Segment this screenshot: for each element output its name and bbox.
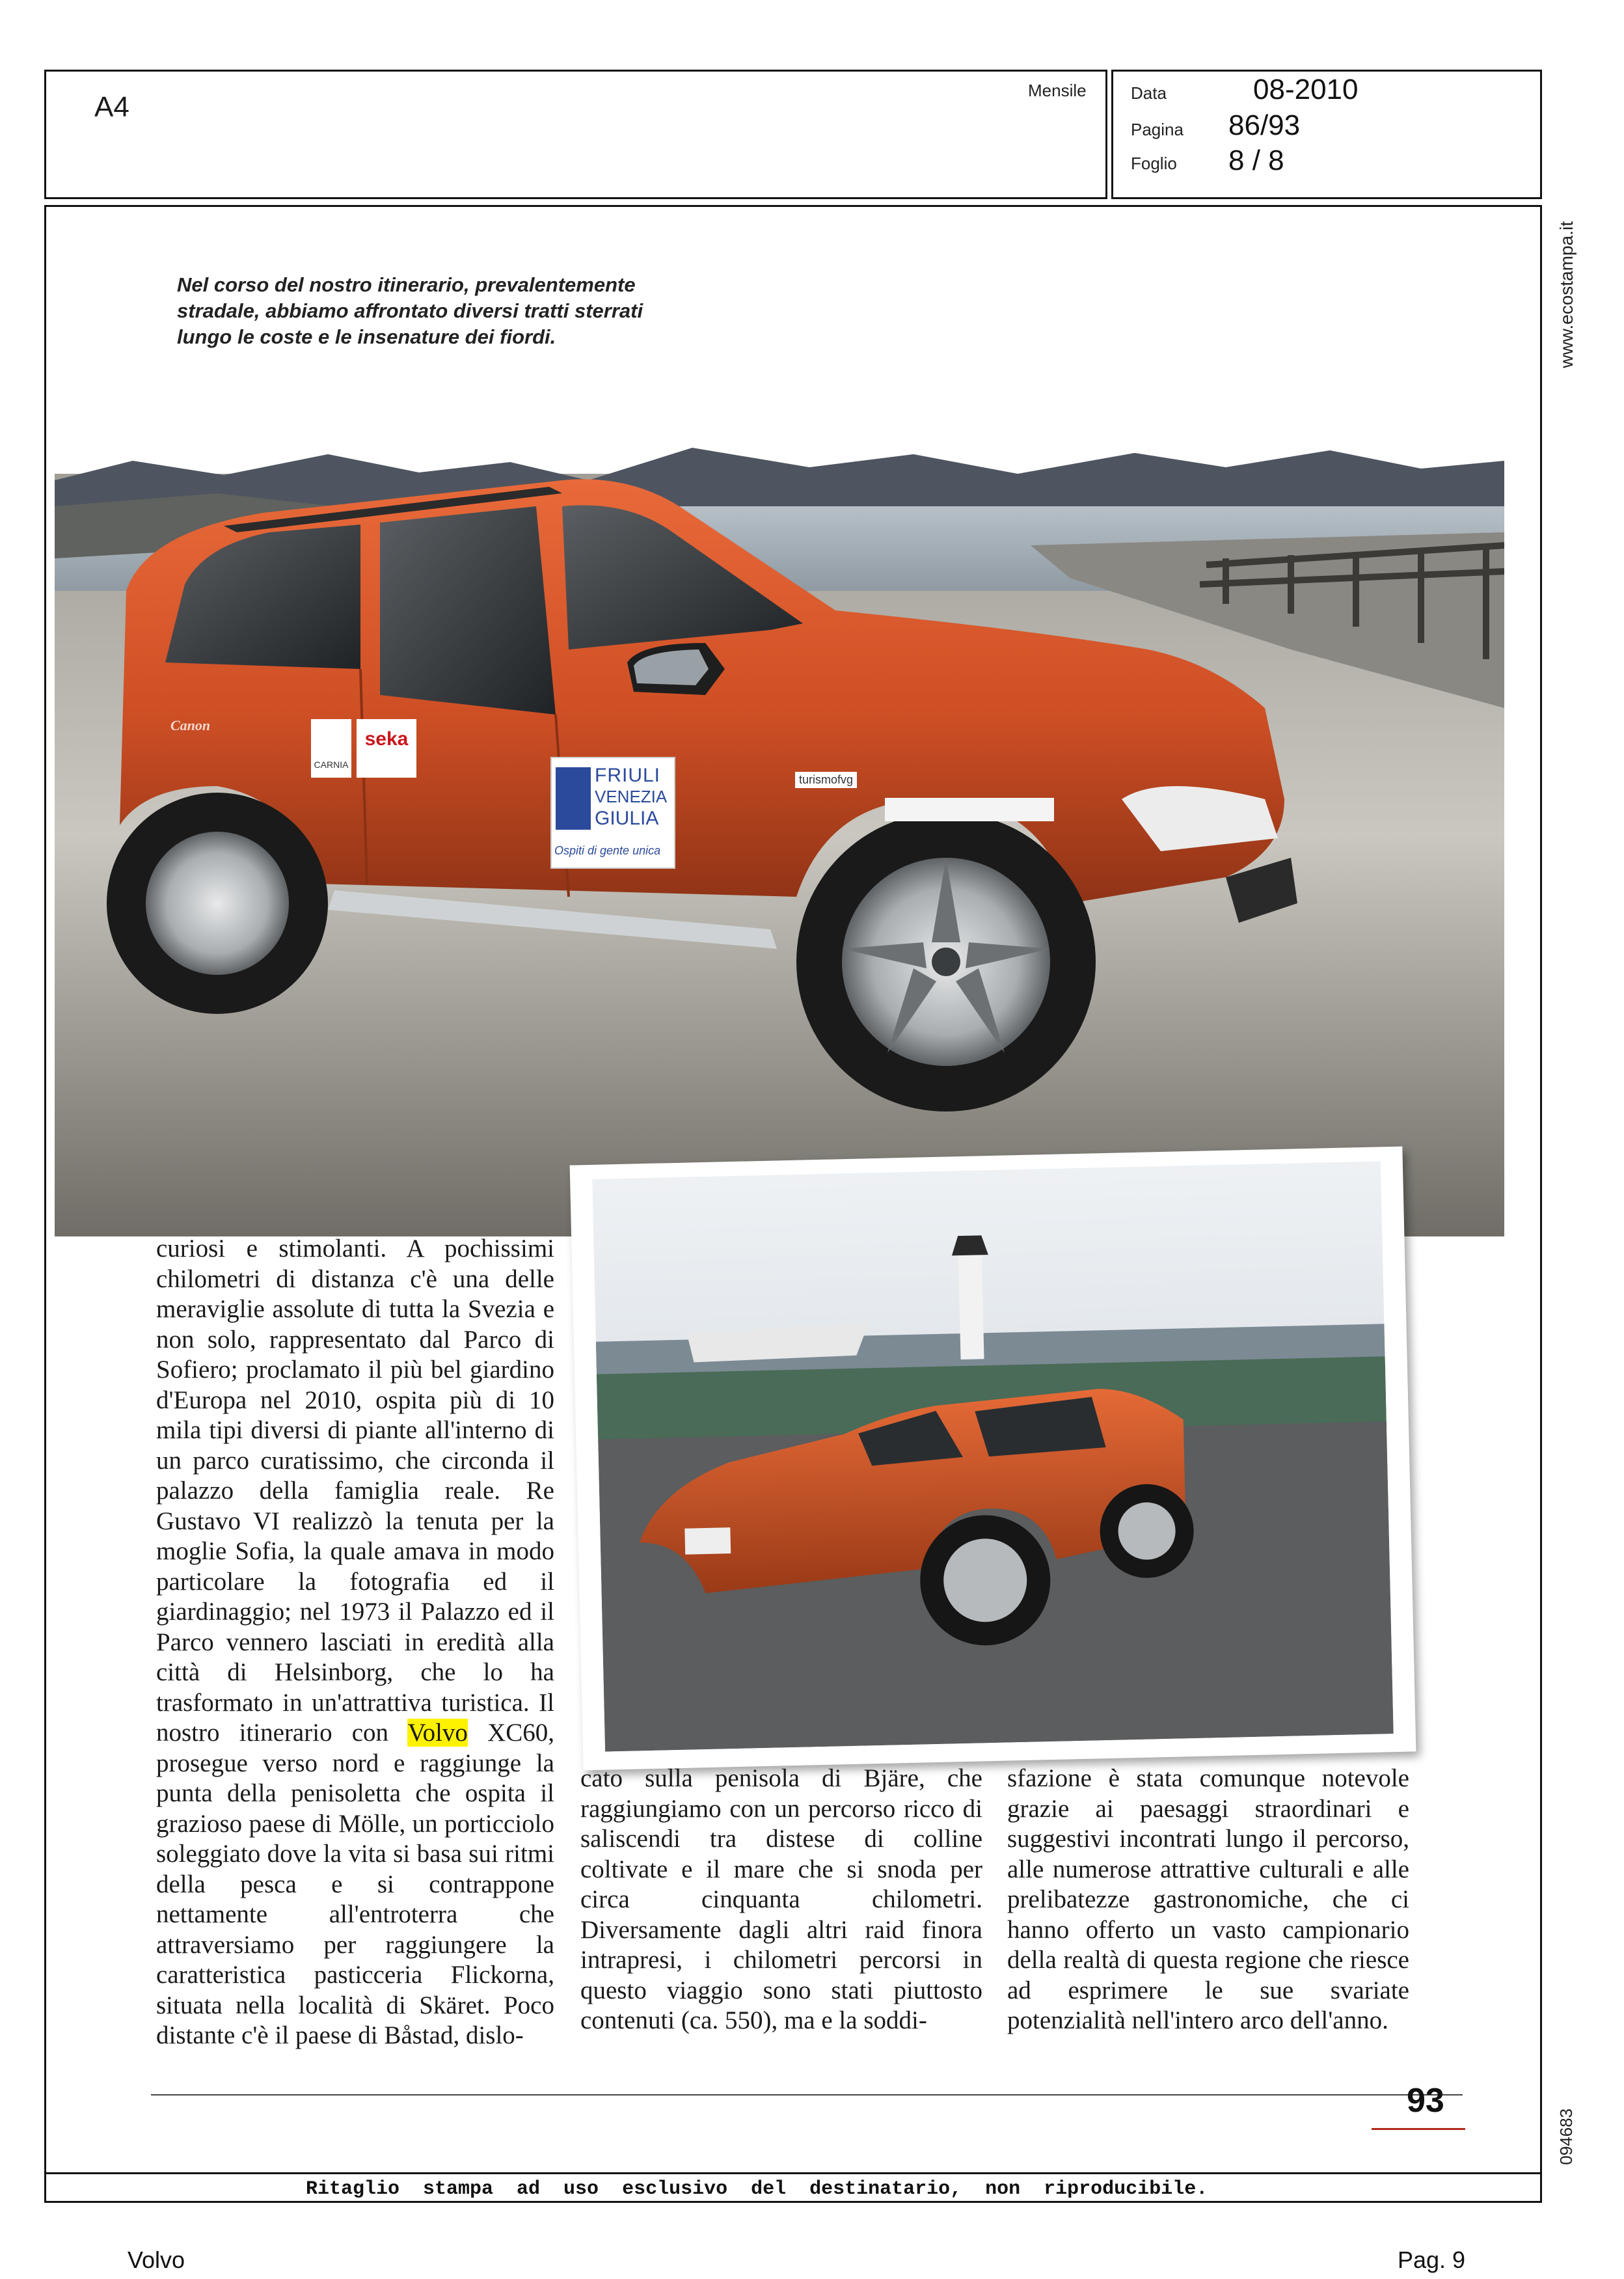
bottom-left-label: Volvo: [128, 2246, 185, 2273]
sheet-label: Foglio: [1131, 154, 1177, 173]
decal-fvg-mark: [556, 767, 591, 830]
decal-fvg-tagline: Ospiti di gente unica: [554, 844, 661, 857]
decal-carnia: [311, 719, 351, 778]
photo-caption: [177, 272, 643, 350]
highlighted-volvo: Volvo: [407, 1719, 468, 1747]
article-column-2: [580, 1764, 982, 2036]
decal-seka: [357, 719, 416, 778]
decal-fvg-line3: GIULIA: [595, 808, 659, 829]
side-code: 094683: [1556, 2108, 1576, 2165]
page-number: 93: [1407, 2082, 1444, 2120]
page-value: 86/93: [1228, 109, 1301, 141]
date-value: 08-2010: [1253, 74, 1359, 105]
date-label: Data: [1131, 83, 1167, 103]
caption-line-1: Nel corso del nostro itinerario, prevalentemente: [177, 273, 636, 296]
article-column-1: [156, 1234, 554, 2051]
column-1-after: XC60, prosegue verso nord e raggiunge la punta della penisoletta che ospita il grazioso paese di Mölle, un porticciolo soleggiato dove la vita si basa sui ritmi della pesca e si contrappone nettamente all'entroterra che attraversiamo per raggiungere la caratteristica pasticceria Flickorna, situata nella località di Skäret. Poco distante c'è il paese di Båstad, dislo-: [156, 1719, 555, 2049]
column-1-before: curiosi e stimolanti. A pochissimi chilometri di distanza c'è una delle meraviglie assolute di tutta la Svezia e non solo, rappresentato dal Parco di Sofiero; proclamato il più bel giardino d'Europa nel 2010, ospita più di 10 mila tipi diversi di piante all'interno di un parco curatissimo, che circonda il palazzo della famiglia reale. Re Gustavo VI realizzò la tenuta per la moglie Sofia, la quale amava in modo particolare la fotografia ed il giardinaggio; nel 1973 il Palazzo ed il Parco vennero lasciati in eredità alla città di Helsinborg, che lo ha trasformato in un'attrattiva turistica. Il nostro itinerario con: [156, 1235, 554, 1747]
inset-car-photo: [592, 1161, 1394, 1751]
decal-carnia-text: CARNIA: [314, 759, 349, 770]
decal-seka-text: seka: [364, 728, 409, 750]
decal-fvg: [550, 757, 675, 869]
column-3-text: sfazione è stata comunque notevole grazie ai paesaggi straordinari e suggestivi incontrati lungo il percorso, alle numerose attrattive culturali e alle prelibatezze gastronomiche, che ci hanno offerto un vasto campionario della realtà di questa regione che riesce ad esprimere le sue svariate potenzialità nell'intero arco dell'anno.: [1007, 1764, 1409, 2034]
article-column-3: [1007, 1764, 1409, 2036]
periodicity-label: Mensile: [1028, 81, 1087, 100]
decal-fvg-line1: FRIULI: [595, 765, 661, 786]
decal-fvg-stripe: [885, 798, 1054, 821]
inset-photo-frame: [570, 1147, 1416, 1771]
main-car-photo: [55, 435, 1504, 1236]
sheet-value: 8 / 8: [1228, 144, 1284, 176]
decal-canon: Canon: [170, 717, 211, 733]
header-box: [44, 70, 1107, 199]
page-label: Pagina: [1131, 120, 1184, 139]
caption-line-2: stradale, abbiamo affrontato diversi tratti sterrati: [177, 299, 643, 322]
decal-fvg-line2: VENEZIA: [595, 787, 668, 806]
side-url: www.ecostampa.it: [1556, 221, 1577, 368]
decal-turismofvg: turismofvg: [795, 772, 857, 788]
caption-line-3: lungo le coste e le insenature dei fiordi.: [177, 325, 556, 348]
footer-rule: [44, 2172, 1542, 2174]
bottom-right-label: Pag. 9: [1398, 2246, 1466, 2273]
bottom-rule: [151, 2094, 1463, 2095]
column-2-text: cato sulla penisola di Bjäre, che raggiungiamo con un percorso ricco di saliscendi tra distese di colline coltivate e il mare che si snoda per circa cinquanta chilometri. Diversamente dagli altri raid finora intrapresi, i chilometri percorsi in questo viaggio sono stati piuttosto contenuti (ca. 550), ma e la soddi-: [580, 1764, 982, 2034]
column-1-text: [156, 1234, 554, 2051]
footer-notice: Ritaglio stampa ad uso esclusivo del destinatario, non riproducibile.: [306, 2178, 1208, 2200]
page-number-underline: [1372, 2128, 1465, 2130]
section-label: A4: [94, 91, 129, 123]
